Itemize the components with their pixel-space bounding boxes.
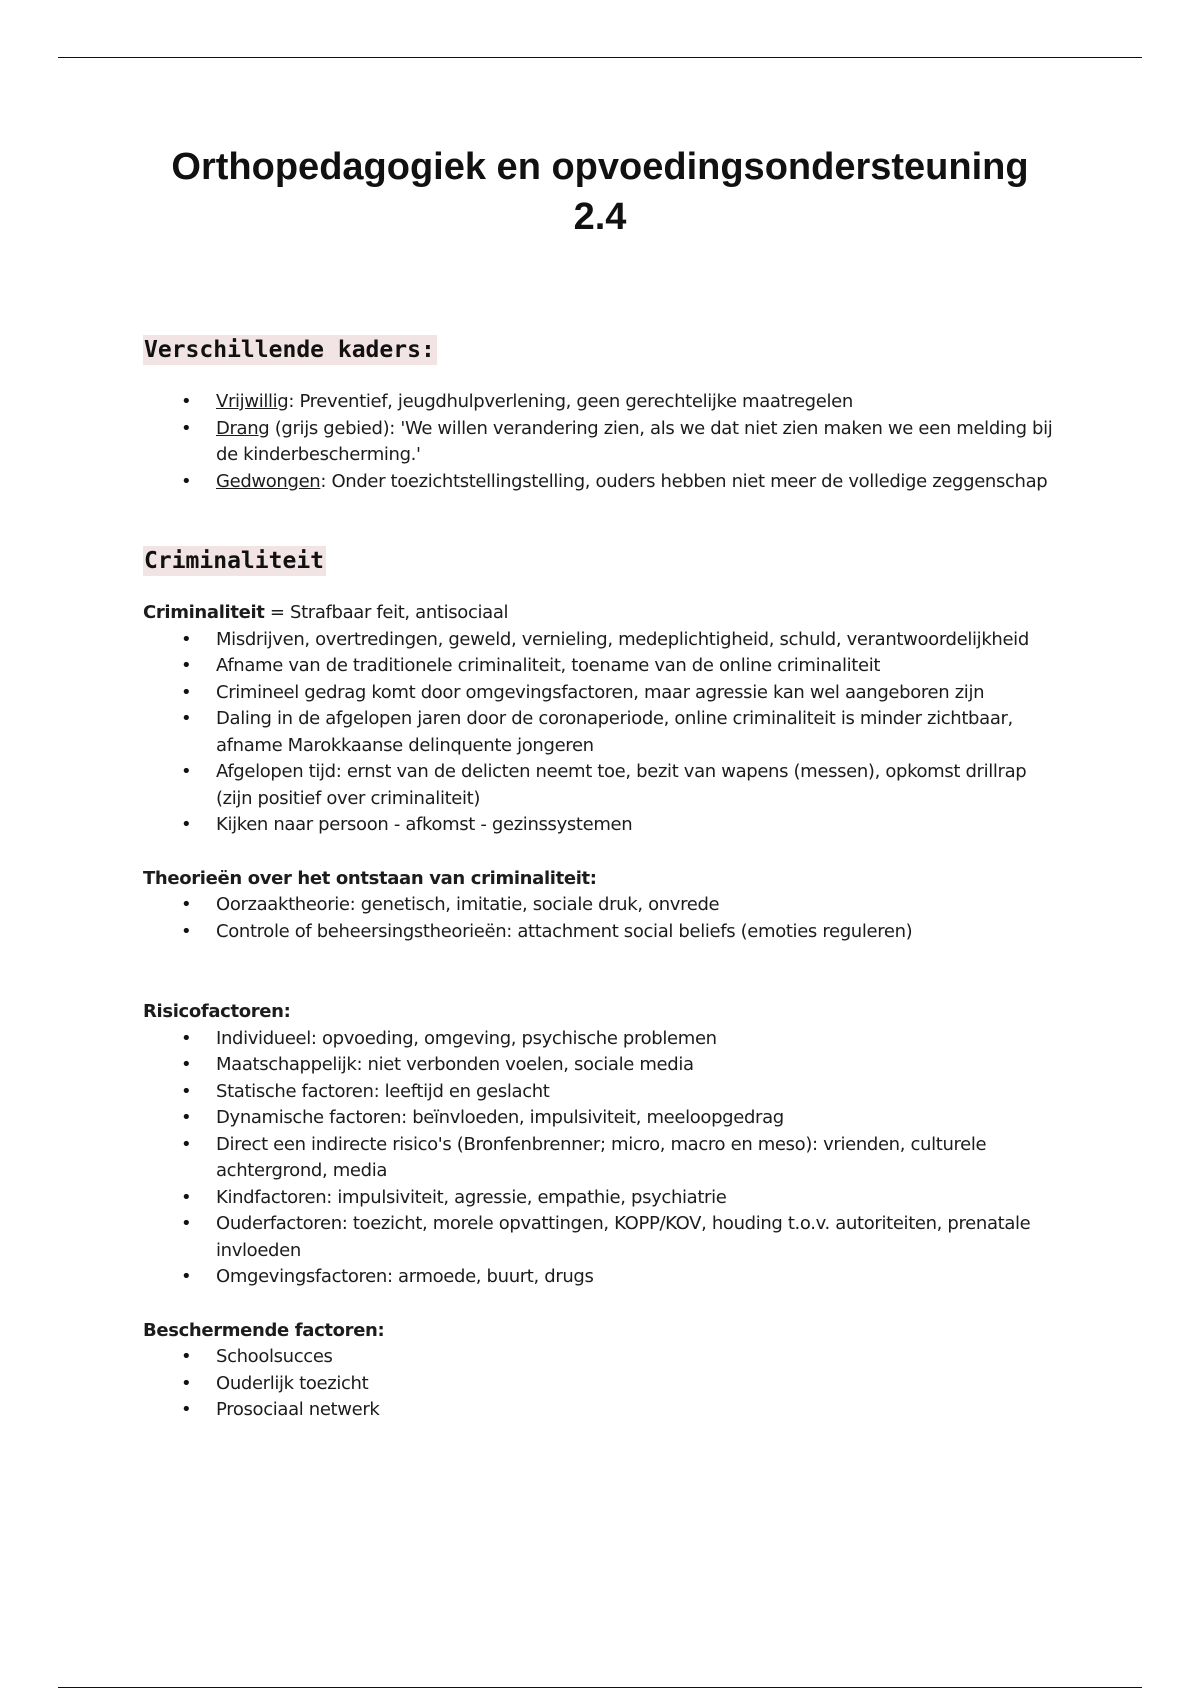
list-item: • Statische factoren: leeftijd en geslacht (216, 1079, 1063, 1106)
term-gedwongen: Gedwongen (216, 470, 321, 492)
term-drang: Drang (216, 417, 270, 439)
header-rule (58, 57, 1142, 58)
list-item: • Ouderfactoren: toezicht, morele opvattingen, KOPP/KOV, houding t.o.v. autoriteiten, prenatale invloeden (216, 1211, 1063, 1264)
list-item: • Afname van de traditionele criminaliteit, toename van de online criminaliteit (216, 653, 1063, 680)
label-risicofactoren: Risicofactoren: (143, 1001, 291, 1022)
heading-verschillende-kaders: Verschillende kaders: (144, 337, 435, 363)
list-item-text: : Onder toezichtstellingstelling, ouders hebben niet meer de volledige zeggenschap (320, 470, 1048, 492)
list-item: • Oorzaaktheorie: genetisch, imitatie, sociale druk, onvrede (216, 892, 1063, 919)
list-item: • Kijken naar persoon - afkomst - gezinssystemen (216, 812, 1063, 839)
list-item: • Direct een indirecte risico's (Bronfenbrenner; micro, macro en meso): vrienden, culturele achtergrond, media (216, 1132, 1063, 1185)
list-item: • Misdrijven, overtredingen, geweld, vernieling, medeplichtigheid, schuld, verantwoordelijkheid (216, 627, 1063, 654)
list-item: • Crimineel gedrag komt door omgevingsfactoren, maar agressie kan wel aangeboren zijn (216, 680, 1063, 707)
document-body (143, 335, 1063, 1424)
footer-rule (58, 1687, 1142, 1688)
heading-criminaliteit: Criminaliteit (144, 548, 325, 574)
title-line-1: Orthopedagogiek en opvoedingsondersteuning (171, 146, 1029, 188)
title-line-2: 2.4 (573, 196, 627, 238)
list-item: • Maatschappelijk: niet verbonden voelen, sociale media (216, 1052, 1063, 1079)
list-item (216, 389, 1063, 416)
page-title (100, 142, 1100, 242)
term-vrijwillig: Vrijwillig (216, 391, 289, 412)
list-item-text: : Preventief, jeugdhulpverlening, geen gerechtelijke maatregelen (288, 391, 853, 412)
list-item: • Schoolsucces (216, 1344, 1063, 1371)
list-item-text: (grijs gebied): 'We willen verandering zien, als we dat niet zien maken we een melding bij de kinderbescherming.' (216, 417, 1053, 465)
theorieen-list (143, 892, 1063, 945)
label-beschermende-factoren: Beschermende factoren: (143, 1319, 385, 1341)
definition-text: = Strafbaar feit, antisociaal (264, 602, 509, 623)
list-item (216, 416, 1063, 469)
risicofactoren-list (143, 1026, 1063, 1291)
definition-criminaliteit (143, 600, 1063, 627)
beschermend-list (143, 1344, 1063, 1424)
label-theorieen: Theorieën over het ontstaan van criminaliteit: (143, 867, 597, 889)
list-item (216, 469, 1063, 496)
list-item: • Individueel: opvoeding, omgeving, psychische problemen (216, 1026, 1063, 1053)
list-item: • Omgevingsfactoren: armoede, buurt, drugs (216, 1264, 1063, 1291)
list-item: • Ouderlijk toezicht (216, 1371, 1063, 1398)
list-item: • Controle of beheersingstheorieën: attachment social beliefs (emoties reguleren) (216, 919, 1063, 946)
list-item: • Dynamische factoren: beïnvloeden, impulsiviteit, meeloopgedrag (216, 1105, 1063, 1132)
list-item: • Kindfactoren: impulsiviteit, agressie, empathie, psychiatrie (216, 1185, 1063, 1212)
definition-term: Criminaliteit (143, 602, 265, 623)
list-item: • Afgelopen tijd: ernst van de delicten neemt toe, bezit van wapens (messen), opkomst drillrap (zijn positief over criminaliteit) (216, 759, 1063, 812)
list-item: • Daling in de afgelopen jaren door de coronaperiode, online criminaliteit is minder zichtbaar, afname Marokkaanse delinquente jongeren (216, 706, 1063, 759)
list-item: • Prosociaal netwerk (216, 1397, 1063, 1424)
criminaliteit-list (143, 627, 1063, 839)
kaders-list (143, 389, 1063, 495)
